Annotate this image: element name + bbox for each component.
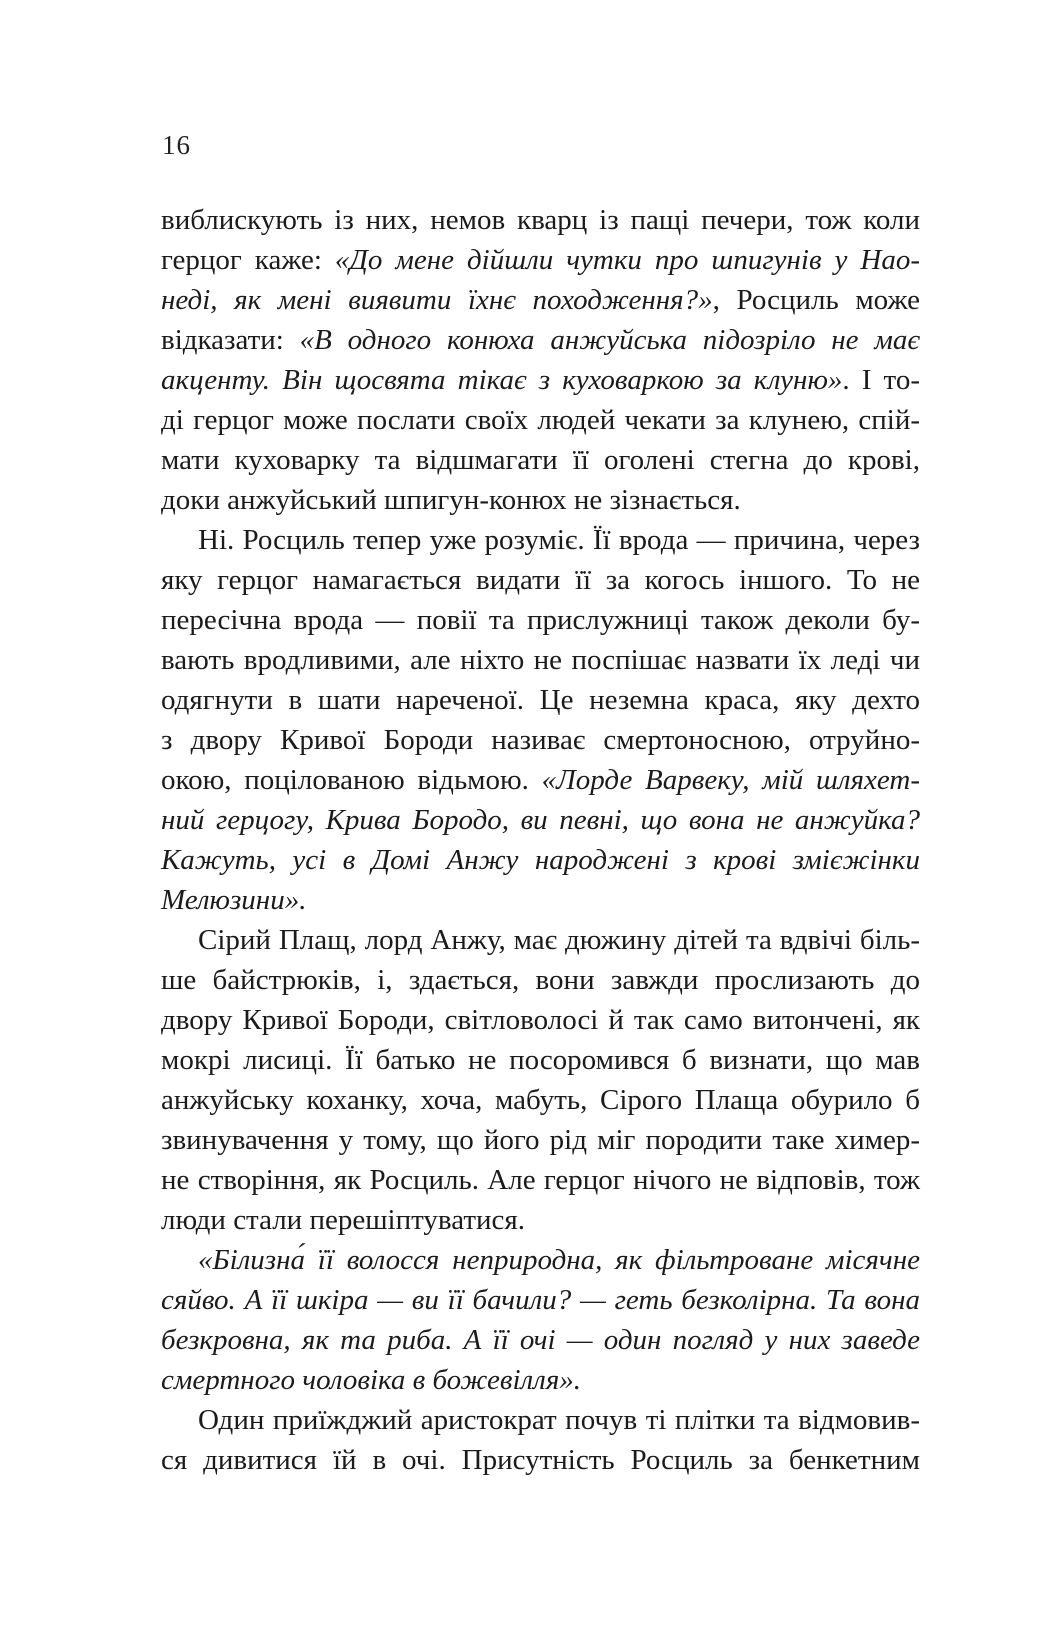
text-line (161, 600, 920, 640)
text-run: , Росциль може (712, 284, 920, 316)
text-line (161, 1200, 920, 1240)
text-run: анжуйську коханку, хоча, мабуть, Сірого Плаща обурило б (161, 1084, 920, 1116)
text-run: Ні. Росциль тепер уже розуміє. Її врода — причина, через (198, 524, 920, 556)
text-run: звинувачення у тому, що його рід міг породити таке химер- (161, 1124, 920, 1156)
text-run: виблискують із них, немов кварц із пащі печери, тож коли (161, 204, 920, 236)
text-run: ді герцог може послати своїх людей чекати за клунею, спій- (161, 404, 920, 436)
body-text (161, 200, 920, 1480)
text-line (161, 680, 920, 720)
text-line (161, 1400, 920, 1440)
text-run: Сірий Плащ, лорд Анжу, має дюжину дітей та вдвічі біль- (198, 924, 920, 956)
text-line (161, 640, 920, 680)
text-run: відказати: (161, 324, 300, 356)
text-run: Один приїжджий аристократ почув ті плітки та відмовив- (198, 1404, 920, 1436)
text-line (161, 1120, 920, 1160)
text-line (161, 800, 920, 840)
italic-text-run: «В одного конюха анжуйська підозріло не має (299, 324, 920, 356)
text-line (161, 320, 920, 360)
text-line (161, 1040, 920, 1080)
italic-text-run: безкровна, як та риба. А її очі — один погляд у них заведе (161, 1324, 920, 1356)
text-line (161, 1320, 920, 1360)
text-line (161, 1000, 920, 1040)
text-line (161, 1080, 920, 1120)
text-line (161, 1240, 920, 1280)
text-run: ся дивитися їй в очі. Присутність Росциль за бенкетним (161, 1444, 920, 1476)
text-line (161, 440, 920, 480)
text-run: герцог каже: (161, 244, 335, 276)
text-line (161, 400, 920, 440)
text-run: одягнути в шати нареченої. Це неземна краса, яку дехто (161, 684, 920, 716)
italic-text-run: ний герцогу, Крива Бородо, ви певні, що вона не анжуйка? (161, 804, 920, 836)
text-line (161, 560, 920, 600)
italic-text-run: Кажуть, усі в Домі Анжу народжені з крові змієжінки (161, 844, 920, 876)
text-line (161, 520, 920, 560)
text-line (161, 920, 920, 960)
italic-text-run: сяйво. А її шкіра — ви її бачили? — геть безколірна. Та вона (161, 1284, 920, 1316)
text-run: ше байстрюків, і, здається, вони завжди прослизають до (161, 964, 920, 996)
text-line (161, 1280, 920, 1320)
text-line (161, 760, 920, 800)
text-line (161, 200, 920, 240)
text-line (161, 840, 920, 880)
text-run: яку герцог намагається видати її за когось іншого. То не (161, 564, 920, 596)
text-run: пересічна врода — повії та прислужниці також деколи бу- (161, 604, 920, 636)
italic-text-run: «Білизна́ її волосся неприродна, як фільтроване місячне (198, 1244, 920, 1276)
text-run: двору Кривої Бороди, світловолосі й так само витончені, як (161, 1004, 920, 1036)
text-run: люди стали перешіптуватися. (161, 1204, 526, 1236)
text-line (161, 240, 920, 280)
italic-text-run: Мелюзини». (161, 884, 307, 916)
text-run: вають вродливими, але ніхто не поспішає назвати їх леді чи (161, 644, 920, 676)
italic-text-run: неді, як мені виявити їхнє походження?» (161, 284, 713, 316)
text-line (161, 720, 920, 760)
italic-text-run: «До мене дійшли чутки про шпигунів у Нао- (334, 244, 920, 276)
text-line (161, 280, 920, 320)
italic-text-run: акценту. Він щосвята тікає з куховаркою за клуню» (161, 364, 843, 396)
text-line (161, 360, 920, 400)
text-line (161, 1440, 920, 1480)
text-run: доки анжуйський шпигун-конюх не зізнається. (161, 484, 741, 516)
text-line (161, 880, 920, 920)
text-run: окою, поцілованою відьмою. (161, 764, 542, 796)
text-line (161, 480, 920, 520)
text-run: мати куховарку та відшмагати її оголені стегна до крові, (161, 444, 920, 476)
text-line (161, 1360, 920, 1400)
page-number: 16 (162, 130, 191, 160)
italic-text-run: смертного чоловіка в божевілля». (161, 1364, 582, 1396)
text-run: не створіння, як Росциль. Але герцог нічого не відповів, тож (161, 1164, 920, 1196)
text-run: з двору Кривої Бороди називає смертоносною, отруйно- (161, 724, 920, 756)
italic-text-run: «Лорде Варвеку, мій шляхет- (541, 764, 920, 796)
text-line (161, 960, 920, 1000)
text-line (161, 1160, 920, 1200)
text-run: мокрі лисиці. Її батько не посоромився б визнати, що мав (161, 1044, 920, 1076)
text-run: . І то- (842, 364, 921, 396)
